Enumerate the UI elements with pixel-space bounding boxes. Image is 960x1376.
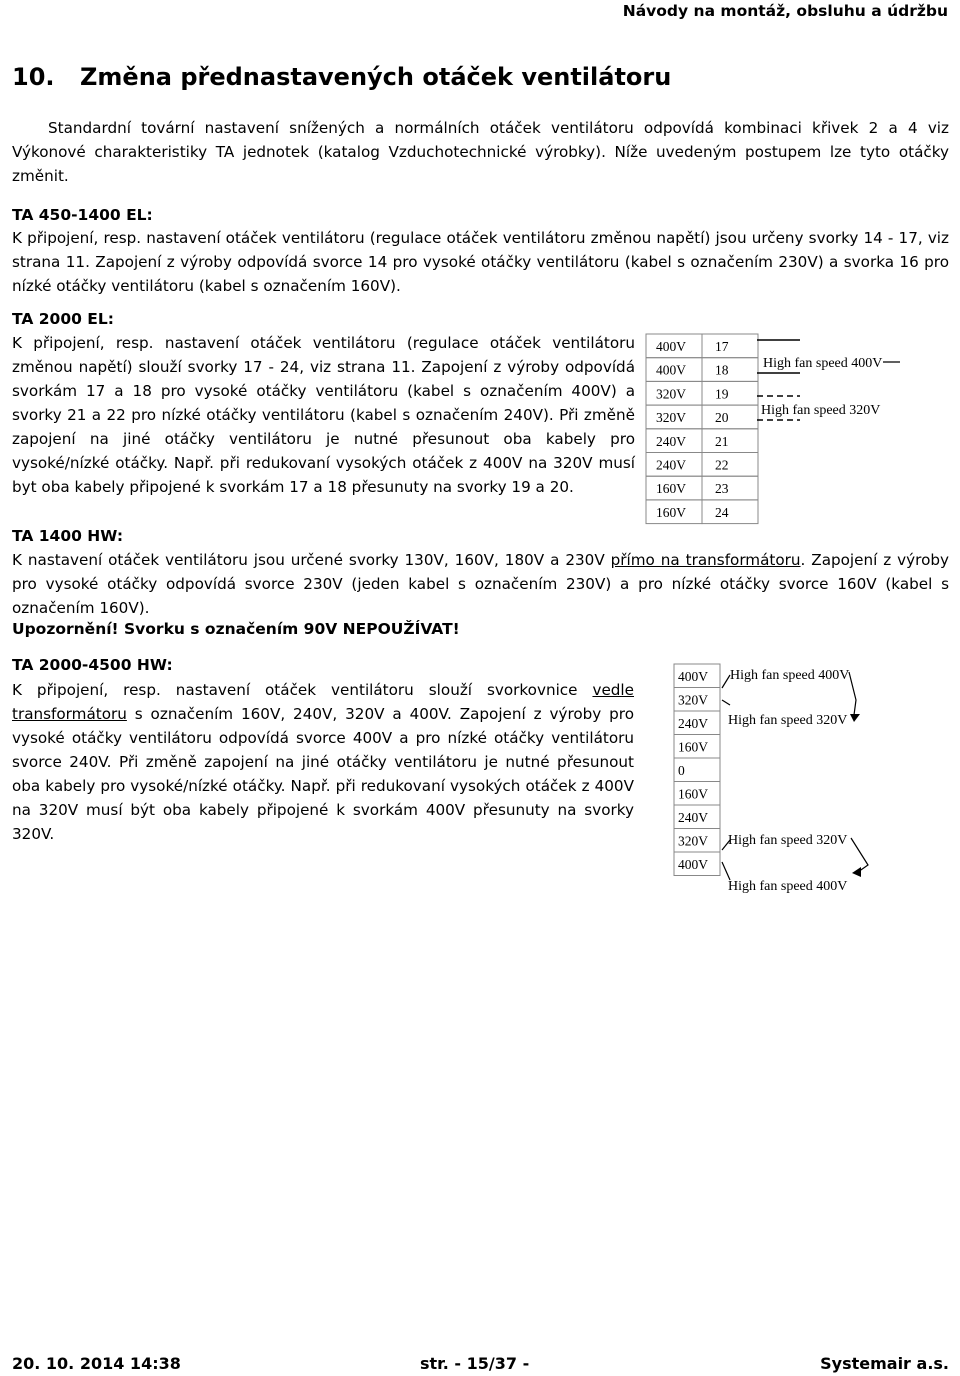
ta4500-paragraph [12,678,634,846]
terminal-number-cell [702,334,758,358]
terminal-voltage-label: 320V [656,386,686,402]
terminal-voltage-label: 160V [656,481,686,497]
ta1400-paragraph [12,548,949,620]
ta450-paragraph: K připojení, resp. nastavení otáček ventilátoru (regulace otáček ventilátoru změnou napětí) jsou určeny svorky 14 - 17, viz strana 11. Zapojení z výroby odpovídá svorce 14 pro vysoké otáčky ventilátoru (kabel s označením 230V) a svorka 16 pro nízké otáčky ventilátoru (kabel s označením 160V). [12,229,949,295]
ta4500-link: vedle transformátoru [12,681,634,723]
wire-move-curve [883,362,900,403]
wire-400-bottom [722,862,730,880]
terminal-block-label: 320V [678,692,708,708]
terminal-number-cell [702,453,758,477]
wire-320-top [722,700,730,705]
terminal-number-label: 23 [715,481,729,497]
terminal-number-label: 17 [715,339,729,354]
terminal-voltage-label: 240V [656,433,686,449]
terminal-block-label: 160V [678,739,708,755]
ta2000-heading: TA 2000 EL: [12,310,114,328]
terminal-number-label: 19 [715,386,729,402]
terminal-block-label: 160V [678,786,708,802]
terminal-voltage-label: 400V [656,362,686,378]
ta1400-text-2: . Zapojení z výroby pro vysoké otáčky odpovídá svorce 230V (jeden kabel s označením 230V) a pro nízké otáčky svorce 160V (kabel s označením 160V). [12,551,949,617]
page-footer [12,1352,949,1376]
ta2000-paragraph: K připojení, resp. nastavení otáček ventilátoru (regulace otáček ventilátoru změnou napětí) slouží svorky 17 - 24, viz strana 11. Zapojení z výroby odpovídá svorkám 17 a 18 pro vysoké otáčky ventilátoru (kabel s označením 400V) a svorky 21 a 22 pro nízké otáčky ventilátoru (kabel s označením 240V). Při změně zapojení na jiné otáčky ventilátoru je nutné přesunout oba kabely pro vysoké/nízké otáčky. Např. při redukovaní vysokých otáček z 400V na 320V musí byt oba kabely připojené k svorkám 17 a 18 přesunuty na svorky 19 a 20. [12,334,635,496]
section-title [12,60,671,94]
terminal-block-label: 400V [678,857,708,872]
terminal-block-label: 240V [678,716,708,731]
terminal-number-cell [702,429,758,453]
ta4500-text-1: K připojení, resp. nastavení otáček ventilátoru slouží svorkovnice [12,681,593,699]
terminal-number-cell [702,405,758,429]
footer-page-number: str. - 15/37 - [420,1354,530,1373]
label-high-400: High fan speed 400V [763,356,883,371]
terminal-block-label: 0 [678,763,685,778]
terminal-number-cell [702,381,758,405]
terminal-number-cell [702,500,758,524]
label-high-320-bottom: High fan speed 320V [728,833,848,848]
terminal-block-label: 400V [678,669,708,684]
terminal-number-label: 24 [715,504,729,520]
arrow-head-bottom [852,867,861,877]
label-high-320-top: High fan speed 320V [728,713,848,728]
terminal-number-cell [702,358,758,382]
terminal-number-label: 18 [715,362,729,378]
terminal-number-label: 20 [715,410,729,426]
label-high-320: High fan speed 320V [761,403,881,418]
arrow-curve-bottom [851,838,868,872]
terminal-voltage-label: 240V [656,457,686,473]
ta4500-heading: TA 2000-4500 HW: [12,656,173,674]
terminal-voltage-label: 400V [656,339,686,354]
ta1400-link: přímo na transformátoru [610,551,801,569]
ta4500-text-2: s označením 160V, 240V, 320V a 400V. Zapojení z výroby pro vysoké otáčky ventilátoru odpovídá svorce 400V a pro nízké otáčky ventilátoru svorce 240V. Při změně zapojení na jiné otáčky ventilátoru je nutné přesunout oba kabely pro vysoké/nízké otáčky. Např. při redukovaní vysokých otáček z 400V na 320V musí být oba kabely připojené k svorkám 400V přesunuty na svorky 320V. [12,705,634,843]
ta1400-heading: TA 1400 HW: [12,527,124,545]
arrow-curve-top [849,672,856,715]
terminal-block-label: 240V [678,810,708,825]
intro-paragraph: Standardní tovární nastavení snížených a normálních otáček ventilátoru odpovídá kombinaci křivek 2 a 4 viz Výkonové charakteristiky TA jednotek (katalog Vzduchotechnické výrobky). Níže uvedeným postupem lze tyto otáčky změnit. [12,119,949,185]
terminal-voltage-label: 320V [656,410,686,426]
ta1400-warning: Upozornění! Svorku s označením 90V NEPOUŽÍVAT! [12,620,460,638]
terminal-voltage-label: 160V [656,504,686,520]
label-high-400-top: High fan speed 400V [730,668,850,683]
terminal-number-cell [702,476,758,500]
document-header-title: Návody na montáž, obsluhu a údržbu [622,2,948,20]
section-title-text: Změna přednastavených otáček ventilátoru [80,63,672,91]
ta4500-terminal-diagram [668,660,928,895]
footer-company: Systemair a.s. [820,1354,949,1373]
section-number: 10. [12,63,55,91]
label-high-400-bottom: High fan speed 400V [728,879,848,894]
ta1400-text-1: K nastavení otáček ventilátoru jsou určené svorky 130V, 160V, 180V a 230V [12,551,611,569]
terminal-number-label: 22 [715,457,729,473]
wire-400-top [722,675,730,688]
terminal-block-label: 320V [678,833,708,849]
footer-date: 20. 10. 2014 14:38 [12,1354,181,1373]
arrow-head-top [850,714,860,722]
ta450-heading: TA 450-1400 EL: [12,206,153,224]
ta2000-terminal-diagram [645,333,900,528]
terminal-number-label: 21 [715,433,729,449]
